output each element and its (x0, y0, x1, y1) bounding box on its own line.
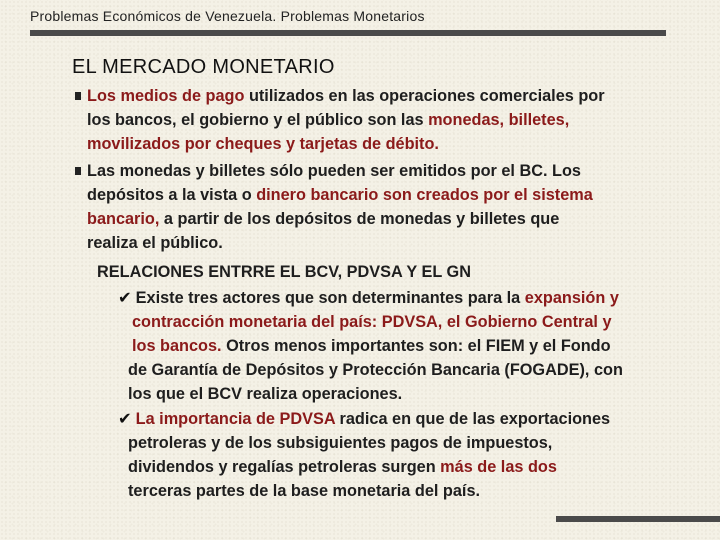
checkmark-icon: ✔ (118, 410, 132, 428)
text-span: Existe tres actores que son determinantes para la (135, 289, 525, 307)
text-span: Otros menos importantes son: el FIEM y el Fondo (221, 337, 611, 355)
highlight-text: PDVSA (279, 410, 336, 428)
footer-divider (556, 516, 720, 522)
highlight-text: expansión y (524, 289, 619, 307)
bullet2-line-4: realiza el público. (87, 234, 223, 252)
highlight-text: bancario, (87, 210, 160, 228)
bullet1-line-1 (87, 84, 677, 108)
slide-title: EL MERCADO MONETARIO (72, 56, 335, 78)
point1-line-1 (118, 286, 678, 310)
bullet-paragraph-1 (87, 84, 677, 156)
highlight-text: más de las dos (440, 458, 557, 476)
text-span: dividendos y regalías petroleras surgen (128, 458, 441, 476)
bullet1-line-2 (87, 108, 677, 132)
text-span: los bancos, el gobierno y el público son las (87, 111, 429, 129)
check-point-1 (118, 286, 678, 406)
point2-line-4: terceras partes de la base monetaria del país. (128, 482, 481, 500)
highlight-text: Los medios de pago (87, 87, 245, 105)
highlight-text: monedas, billetes, (428, 111, 570, 129)
section-heading: RELACIONES ENTRRE EL BCV, PDVSA Y EL GN (97, 263, 471, 281)
highlight-text: La importancia de (135, 410, 280, 428)
point2-line-1 (118, 407, 678, 431)
point1-line-3 (118, 334, 678, 358)
bullet2-line-1: Las monedas y billetes sólo pueden ser emitidos por el BC. Los (87, 162, 581, 180)
bullet2-line-2 (87, 183, 677, 207)
highlight-text: los bancos. (132, 337, 222, 355)
bullet1-line-3: movilizados por cheques y tarjetas de débito. (87, 135, 439, 153)
square-bullet-icon (75, 167, 81, 175)
point1-line-5: los que el BCV realiza operaciones. (128, 385, 403, 403)
text-span: utilizados en las operaciones comerciales por (244, 87, 605, 105)
check-point-2 (118, 407, 678, 503)
slide-header: Problemas Económicos de Venezuela. Problemas Monetarios (30, 8, 425, 24)
header-divider (30, 30, 666, 36)
checkmark-icon: ✔ (118, 289, 132, 307)
point1-line-4: de Garantía de Depósitos y Protección Bancaria (FOGADE), con (128, 361, 623, 379)
text-span: depósitos a la vista o (87, 186, 257, 204)
point2-line-2: petroleras y de los subsiguientes pagos de impuestos, (128, 434, 553, 452)
point1-line-2: contracción monetaria del país: PDVSA, el Gobierno Central y (132, 313, 612, 331)
highlight-text: dinero bancario son creados por el sistema (256, 186, 593, 204)
bullet2-line-3 (87, 207, 677, 231)
point2-line-3 (118, 455, 678, 479)
text-span: a partir de los depósitos de monedas y billetes que (159, 210, 560, 228)
square-bullet-icon (75, 92, 81, 100)
bullet-paragraph-2 (87, 159, 677, 255)
text-span: radica en que de las exportaciones (335, 410, 611, 428)
